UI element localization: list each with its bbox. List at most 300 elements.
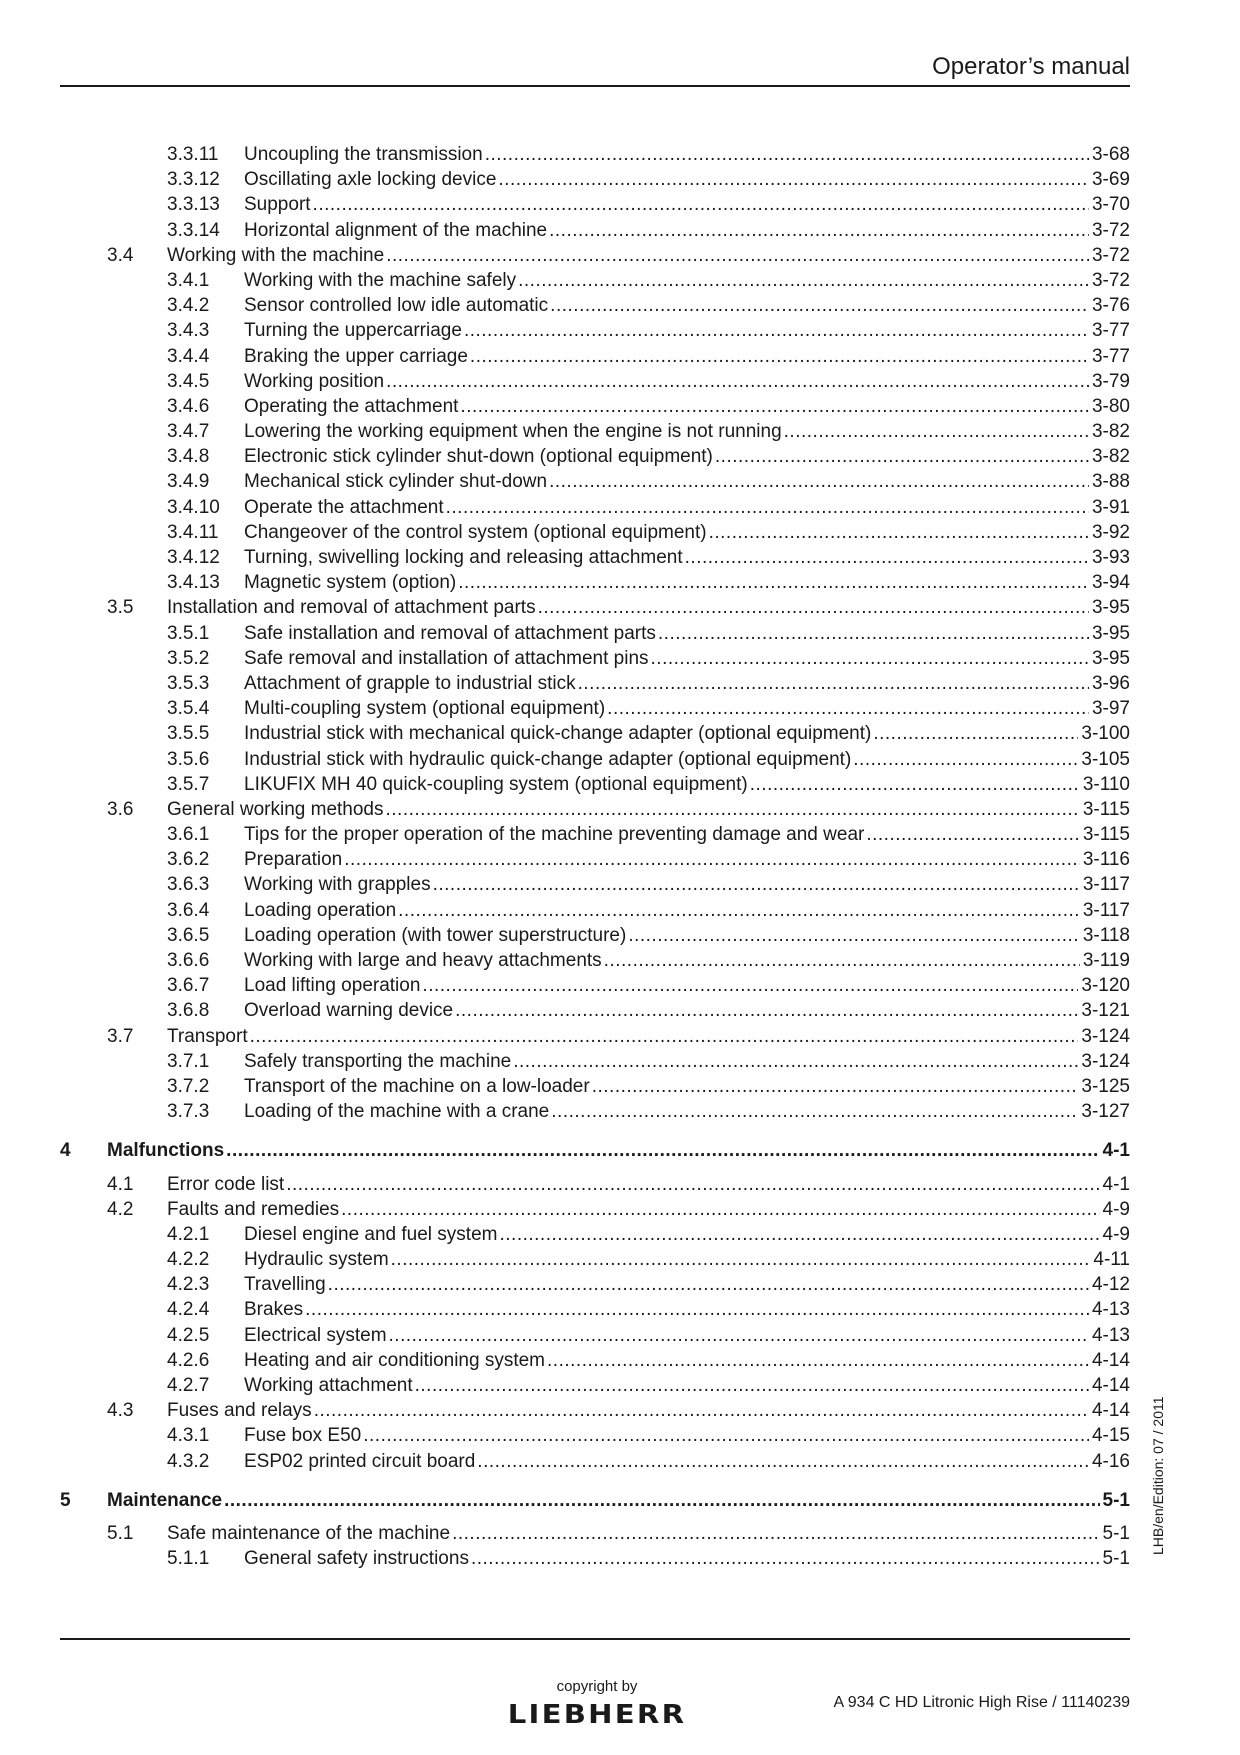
toc-entry-row[interactable] [60, 998, 1130, 1023]
toc-section-title: Working with the machine safely [244, 269, 517, 291]
toc-leader-line [244, 1222, 1130, 1247]
toc-page-number: 3-97 [1091, 698, 1130, 720]
toc-leader-line [167, 1172, 1130, 1197]
toc-page-number: 3-95 [1091, 647, 1130, 669]
toc-section-title: Brakes [244, 1299, 304, 1321]
toc-entry-row[interactable] [60, 394, 1130, 419]
toc-entry-row[interactable] [60, 1546, 1130, 1571]
toc-page-number: 4-15 [1091, 1425, 1130, 1447]
toc-dot-leader [398, 898, 1080, 923]
toc-leader-line [244, 1423, 1130, 1448]
toc-section-number: 3.7 [107, 1025, 134, 1047]
toc-page-number: 3-100 [1081, 723, 1130, 745]
toc-section-number: 3.4.1 [167, 269, 210, 291]
toc-dot-leader [433, 872, 1080, 897]
toc-page-number: 3-94 [1091, 572, 1130, 594]
toc-section-number: 3.6.4 [167, 899, 210, 921]
toc-section-title: Overload warning device [244, 1000, 454, 1022]
toc-page-number: 3-124 [1081, 1050, 1130, 1072]
toc-entry-row[interactable] [60, 948, 1130, 973]
toc-page-number: 4-13 [1091, 1299, 1130, 1321]
toc-chapter-row[interactable] [60, 1138, 1130, 1163]
toc-leader-line [107, 1488, 1130, 1513]
toc-leader-line [244, 545, 1130, 570]
toc-leader-line [244, 948, 1130, 973]
toc-section-number: 3.6.7 [167, 975, 210, 997]
toc-section-title: Faults and remedies [167, 1198, 340, 1220]
toc-section-title: Travelling [244, 1274, 326, 1296]
toc-section-number: 3.5.5 [167, 723, 210, 745]
toc-page-number: 3-115 [1082, 824, 1130, 846]
toc-dot-leader [499, 1222, 1099, 1247]
toc-page-number: 3-70 [1091, 194, 1130, 216]
toc-section-title: Industrial stick with mechanical quick-change adapter (optional equipment) [244, 723, 872, 745]
toc-section-title: Multi-coupling system (optional equipment) [244, 698, 606, 720]
toc-dot-leader [592, 1074, 1079, 1099]
toc-section-title: Hydraulic system [244, 1249, 389, 1271]
toc-page-number: 3-92 [1091, 521, 1130, 543]
toc-entry-row[interactable] [60, 1348, 1130, 1373]
toc-page-number: 4-1 [1102, 1173, 1130, 1195]
toc-entry-row[interactable] [60, 1222, 1130, 1247]
toc-entry-row[interactable] [60, 1398, 1130, 1423]
toc-leader-line [244, 394, 1130, 419]
toc-dot-leader [464, 318, 1089, 343]
toc-page-number: 4-9 [1102, 1223, 1130, 1245]
toc-dot-leader [485, 142, 1089, 167]
toc-dot-leader [422, 973, 1078, 998]
toc-entry-row[interactable] [60, 369, 1130, 394]
toc-leader-line [244, 192, 1130, 217]
toc-leader-line [244, 772, 1130, 797]
toc-page-number: 3-118 [1082, 924, 1130, 946]
toc-section-number: 3.3.11 [167, 144, 219, 165]
toc-section-title: Attachment of grapple to industrial stick [244, 672, 576, 694]
toc-leader-line [167, 595, 1130, 620]
toc-leader-line [244, 1272, 1130, 1297]
toc-entry-row[interactable] [60, 621, 1130, 646]
toc-entry-row[interactable] [60, 142, 1130, 167]
toc-section-number: 4.2.6 [167, 1349, 210, 1371]
toc-section-number: 4.2.7 [167, 1375, 210, 1396]
toc-section-number: 3.5.4 [167, 698, 210, 720]
toc-entry-row[interactable] [60, 822, 1130, 847]
toc-section-number: 3.6.2 [167, 849, 210, 871]
toc-dot-leader [578, 671, 1089, 696]
toc-entry-row[interactable] [60, 973, 1130, 998]
toc-section-number: 3.6 [107, 798, 134, 820]
toc-section-title: Oscillating axle locking device [244, 169, 497, 191]
toc-entry-row[interactable] [60, 721, 1130, 746]
toc-leader-line [244, 696, 1130, 721]
toc-section-number: 3.5.3 [167, 672, 210, 694]
toc-dot-leader [607, 696, 1089, 721]
toc-section-number: 3.3.14 [167, 219, 220, 241]
toc-entry-row[interactable] [60, 1172, 1130, 1197]
toc-section-number: 4.2 [107, 1198, 134, 1220]
toc-entry-row[interactable] [60, 923, 1130, 948]
toc-leader-line [244, 570, 1130, 595]
toc-section-number: 4.2.4 [167, 1299, 210, 1321]
toc-section-title: Fuses and relays [167, 1400, 312, 1422]
toc-dot-leader [477, 1449, 1089, 1474]
toc-entry-row[interactable] [60, 1297, 1130, 1322]
toc-page-number: 4-14 [1091, 1400, 1130, 1422]
toc-section-title: Sensor controlled low idle automatic [244, 295, 549, 317]
toc-section-title: Safely transporting the machine [244, 1050, 512, 1072]
toc-page-number: 4-13 [1091, 1324, 1130, 1346]
toc-section-title: Load lifting operation [244, 975, 421, 997]
toc-leader-line [107, 1138, 1130, 1163]
toc-page-number: 4-12 [1091, 1274, 1130, 1296]
toc-entry-row[interactable] [60, 293, 1130, 318]
toc-entry-row[interactable] [60, 1423, 1130, 1448]
toc-page-number: 3-115 [1082, 798, 1130, 820]
toc-section-title: Loading operation (with tower superstructure) [244, 924, 627, 946]
toc-section-title: Working with the machine [167, 244, 385, 266]
toc-dot-leader [386, 243, 1089, 268]
toc-section-number: 4.3.1 [167, 1425, 210, 1447]
toc-section-title: Loading of the machine with a crane [244, 1101, 550, 1123]
toc-section-number: 4.3 [107, 1400, 134, 1422]
toc-dot-leader [651, 646, 1089, 671]
toc-entry-row[interactable] [60, 1373, 1130, 1398]
toc-leader-line [244, 973, 1130, 998]
toc-page-number: 3-116 [1082, 849, 1130, 871]
toc-entry-row[interactable] [60, 671, 1130, 696]
toc-section-title: Uncoupling the transmission [244, 144, 483, 165]
toc-dot-leader [513, 1049, 1078, 1074]
toc-leader-line [244, 621, 1130, 646]
toc-page-number: 3-121 [1081, 1000, 1130, 1022]
toc-page-number: 3-72 [1091, 269, 1130, 291]
toc-section-number: 4.2.2 [167, 1249, 210, 1271]
toc-page-number: 3-120 [1081, 975, 1130, 997]
toc-section-title: Industrial stick with hydraulic quick-change adapter (optional equipment) [244, 748, 852, 770]
toc-section-title: Turning, swivelling locking and releasing attachment [244, 547, 683, 568]
toc-dot-leader [498, 167, 1089, 192]
toc-entry-row[interactable] [60, 268, 1130, 293]
toc-leader-line [244, 1348, 1130, 1373]
toc-section-title: ESP02 printed circuit board [244, 1450, 476, 1472]
toc-section-number: 3.4.7 [167, 421, 210, 443]
toc-page-number: 3-68 [1091, 144, 1130, 165]
toc-entry-row[interactable] [60, 1197, 1130, 1222]
toc-section-number: 3.4.9 [167, 471, 210, 493]
toc-leader-line [244, 318, 1130, 343]
toc-entry-row[interactable] [60, 192, 1130, 217]
toc-page-number: 3-125 [1081, 1075, 1130, 1097]
toc-section-title: Safe installation and removal of attachment parts [244, 622, 656, 644]
toc-page-number: 4-16 [1091, 1450, 1130, 1472]
toc-section-number: 3.7.1 [167, 1050, 210, 1072]
toc-entry-row[interactable] [60, 797, 1130, 822]
page-header-title: Operator’s manual [932, 53, 1130, 80]
toc-dot-leader [550, 293, 1089, 318]
toc-dot-leader [709, 520, 1089, 545]
toc-section-number: 4 [60, 1140, 71, 1162]
toc-page-number: 3-91 [1091, 496, 1130, 518]
toc-dot-leader [226, 1138, 1099, 1163]
toc-section-number: 3.4.10 [167, 496, 220, 518]
toc-leader-line [244, 1449, 1130, 1474]
toc-section-title: Horizontal alignment of the machine [244, 219, 548, 241]
toc-entry-row[interactable] [60, 243, 1130, 268]
toc-leader-line [244, 520, 1130, 545]
toc-page-number: 3-79 [1091, 370, 1130, 392]
toc-section-number: 3.4.11 [167, 521, 219, 543]
toc-section-number: 4.3.2 [167, 1450, 210, 1472]
toc-leader-line [167, 797, 1130, 822]
toc-section-title: Working with grapples [244, 874, 431, 896]
toc-page-number: 3-76 [1091, 295, 1130, 317]
toc-dot-leader [866, 822, 1079, 847]
toc-leader-line [244, 1546, 1130, 1571]
toc-section-number: 3.4.12 [167, 547, 220, 568]
toc-section-number: 4.2.1 [167, 1223, 210, 1245]
toc-page-number: 5-1 [1102, 1522, 1130, 1544]
toc-page-number: 3-77 [1091, 345, 1130, 367]
toc-section-title: Support [244, 194, 311, 216]
toc-entry-row[interactable] [60, 847, 1130, 872]
toc-leader-line [244, 721, 1130, 746]
toc-page-number: 3-93 [1091, 547, 1130, 568]
toc-section-number: 3.5.6 [167, 748, 210, 770]
toc-leader-line [244, 1323, 1130, 1348]
toc-section-title: Working position [244, 370, 385, 392]
toc-section-number: 3.5.7 [167, 773, 210, 795]
toc-section-number: 3.4 [107, 244, 134, 266]
toc-section-title: Lowering the working equipment when the engine is not running [244, 421, 782, 443]
toc-leader-line [244, 998, 1130, 1023]
toc-entry-row[interactable] [60, 696, 1130, 721]
toc-dot-leader [341, 1197, 1099, 1222]
toc-page-number: 3-72 [1091, 244, 1130, 266]
toc-chapter-row[interactable] [60, 1488, 1130, 1513]
toc-section-title: Malfunctions [107, 1140, 225, 1162]
toc-entry-row[interactable] [60, 344, 1130, 369]
toc-section-title: Safe removal and installation of attachment pins [244, 647, 649, 669]
toc-leader-line [244, 293, 1130, 318]
toc-dot-leader [685, 545, 1089, 570]
toc-section-number: 4.1 [107, 1173, 134, 1195]
toc-section-number: 3.6.5 [167, 924, 210, 946]
toc-dot-leader [452, 1521, 1099, 1546]
toc-section-number: 3.6.8 [167, 1000, 210, 1022]
toc-section-title: Maintenance [107, 1489, 223, 1511]
toc-section-title: Transport of the machine on a low-loader [244, 1075, 590, 1097]
toc-entry-row[interactable] [60, 469, 1130, 494]
toc-page-number: 3-77 [1091, 320, 1130, 342]
toc-section-number: 3.4.13 [167, 572, 220, 594]
toc-leader-line [167, 1521, 1130, 1546]
toc-dot-leader [658, 621, 1089, 646]
toc-entry-row[interactable] [60, 1099, 1130, 1124]
toc-dot-leader [363, 1423, 1089, 1448]
toc-page-number: 4-11 [1093, 1249, 1130, 1271]
toc-section-number: 3.6.6 [167, 950, 210, 971]
toc-leader-line [244, 847, 1130, 872]
toc-section-title: General working methods [167, 798, 384, 820]
toc-entry-row[interactable] [60, 595, 1130, 620]
toc-leader-line [244, 747, 1130, 772]
toc-section-number: 3.5.1 [167, 622, 210, 644]
toc-entry-row[interactable] [60, 218, 1130, 243]
edition-note: LHB/en/Edition: 07 / 2011 [1150, 1396, 1166, 1555]
toc-dot-leader [471, 1546, 1100, 1571]
toc-page-number: 4-14 [1091, 1349, 1130, 1371]
header-rule [60, 85, 1130, 87]
toc-dot-leader [604, 948, 1080, 973]
toc-leader-line [244, 872, 1130, 897]
toc-entry-row[interactable] [60, 1049, 1130, 1074]
toc-dot-leader [715, 444, 1089, 469]
toc-entry-row[interactable] [60, 747, 1130, 772]
toc-leader-line [244, 1099, 1130, 1124]
toc-leader-line [244, 218, 1130, 243]
toc-dot-leader [391, 1247, 1091, 1272]
toc-section-number: 3.3.13 [167, 194, 220, 216]
toc-section-title: Preparation [244, 849, 343, 871]
toc-entry-row[interactable] [60, 1247, 1130, 1272]
toc-dot-leader [328, 1272, 1089, 1297]
toc-page-number: 3-82 [1091, 421, 1130, 443]
footer-rule [60, 1638, 1130, 1640]
toc-section-title: Mechanical stick cylinder shut-down [244, 471, 548, 493]
toc-section-title: Safe maintenance of the machine [167, 1522, 451, 1544]
toc-section-number: 3.4.6 [167, 395, 210, 417]
toc-entry-row[interactable] [60, 1323, 1130, 1348]
toc-page-number: 4-14 [1091, 1375, 1130, 1396]
toc-leader-line [167, 1197, 1130, 1222]
toc-entry-row[interactable] [60, 444, 1130, 469]
toc-dot-leader [538, 595, 1089, 620]
toc-dot-leader [314, 1398, 1089, 1423]
toc-section-title: Operating the attachment [244, 395, 459, 417]
toc-dot-leader [344, 847, 1080, 872]
toc-section-number: 3.4.5 [167, 370, 210, 392]
toc-section-title: General safety instructions [244, 1548, 469, 1570]
toc-dot-leader [250, 1024, 1079, 1049]
toc-page-number: 3-124 [1081, 1025, 1130, 1047]
toc-section-title: Magnetic system (option) [244, 572, 457, 594]
toc-leader-line [244, 444, 1130, 469]
toc-leader-line [167, 1398, 1130, 1423]
toc-dot-leader [415, 1373, 1089, 1398]
toc-entry-row[interactable] [60, 646, 1130, 671]
toc-entry-row[interactable] [60, 495, 1130, 520]
toc-section-title: Electrical system [244, 1324, 387, 1346]
toc-entry-row[interactable] [60, 872, 1130, 897]
toc-section-title: Working attachment [244, 1375, 413, 1396]
toc-leader-line [244, 671, 1130, 696]
toc-entry-row[interactable] [60, 772, 1130, 797]
toc-leader-line [244, 1373, 1130, 1398]
toc-leader-line [167, 1024, 1130, 1049]
copyright-label: copyright by [556, 1678, 638, 1695]
toc-section-title: Braking the upper carriage [244, 345, 468, 367]
toc-dot-leader [224, 1488, 1099, 1513]
toc-dot-leader [455, 998, 1078, 1023]
toc-section-title: Changeover of the control system (optional equipment) [244, 521, 707, 543]
toc-section-number: 3.3.12 [167, 169, 220, 191]
toc-section-number: 4.2.3 [167, 1274, 210, 1296]
toc-page-number: 5-1 [1102, 1548, 1130, 1570]
toc-entry-row[interactable] [60, 318, 1130, 343]
toc-page-number: 3-117 [1082, 874, 1130, 896]
toc-section-title: LIKUFIX MH 40 quick-coupling system (optional equipment) [244, 773, 748, 795]
toc-entry-row[interactable] [60, 1521, 1130, 1546]
toc-entry-row[interactable] [60, 1074, 1130, 1099]
toc-section-title: Transport [167, 1025, 248, 1047]
toc-dot-leader [628, 923, 1080, 948]
toc-entry-row[interactable] [60, 898, 1130, 923]
toc-dot-leader [446, 495, 1089, 520]
toc-section-title: Heating and air conditioning system [244, 1349, 546, 1371]
toc-section-number: 3.7.2 [167, 1075, 210, 1097]
toc-entry-row[interactable] [60, 545, 1130, 570]
toc-entry-row[interactable] [60, 419, 1130, 444]
toc-page-number: 3-127 [1081, 1101, 1130, 1123]
toc-section-title: Error code list [167, 1173, 285, 1195]
toc-section-number: 3.6.3 [167, 874, 210, 896]
toc-leader-line [244, 268, 1130, 293]
toc-entry-row[interactable] [60, 570, 1130, 595]
toc-dot-leader [547, 1348, 1089, 1373]
toc-leader-line [244, 1074, 1130, 1099]
toc-leader-line [244, 646, 1130, 671]
toc-section-title: Diesel engine and fuel system [244, 1223, 498, 1245]
toc-dot-leader [305, 1297, 1089, 1322]
toc-page-number: 3-88 [1091, 471, 1130, 493]
toc-entry-row[interactable] [60, 1449, 1130, 1474]
toc-dot-leader [853, 747, 1078, 772]
toc-section-title: Tips for the proper operation of the machine preventing damage and wear [244, 824, 865, 846]
toc-section-number: 4.2.5 [167, 1324, 210, 1346]
toc-section-title: Fuse box E50 [244, 1425, 362, 1447]
toc-section-number: 3.4.4 [167, 345, 210, 367]
toc-entry-row[interactable] [60, 167, 1130, 192]
toc-section-title: Operate the attachment [244, 496, 444, 518]
toc-entry-row[interactable] [60, 520, 1130, 545]
toc-page-number: 3-72 [1091, 219, 1130, 241]
toc-dot-leader [386, 369, 1089, 394]
toc-dot-leader [518, 268, 1089, 293]
toc-leader-line [244, 369, 1130, 394]
toc-leader-line [244, 495, 1130, 520]
toc-entry-row[interactable] [60, 1024, 1130, 1049]
toc-entry-row[interactable] [60, 1272, 1130, 1297]
toc-section-number: 3.4.8 [167, 446, 210, 468]
toc-section-number: 3.6.1 [167, 824, 210, 846]
toc-dot-leader [470, 344, 1089, 369]
toc-section-number: 3.4.2 [167, 295, 210, 317]
toc-dot-leader [551, 1099, 1078, 1124]
toc-dot-leader [286, 1172, 1099, 1197]
toc-page-number: 3-95 [1091, 622, 1130, 644]
toc-leader-line [244, 142, 1130, 167]
toc-page-number: 3-82 [1091, 446, 1130, 468]
toc-section-number: 5 [60, 1489, 71, 1511]
toc-dot-leader [313, 192, 1089, 217]
toc-dot-leader [389, 1323, 1089, 1348]
toc-dot-leader [784, 419, 1089, 444]
toc-page-number: 3-69 [1091, 169, 1130, 191]
table-of-contents [60, 142, 1130, 1571]
toc-section-title: Installation and removal of attachment parts [167, 597, 536, 619]
toc-page-number: 3-117 [1082, 899, 1130, 921]
toc-section-number: 3.5 [107, 597, 134, 619]
